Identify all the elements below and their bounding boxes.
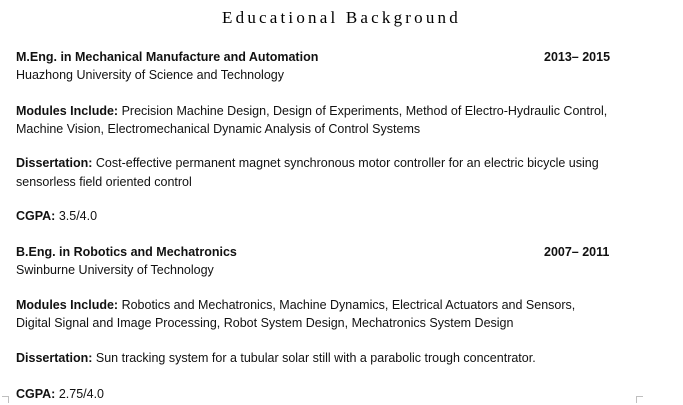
modules-text: Robotics and Mechatronics, Machine Dynamics, Electrical Actuators and Sensors,	[118, 298, 576, 312]
cgpa-value: 3.5/4.0	[55, 209, 98, 223]
dissertation-text: Cost-effective permanent magnet synchronous motor controller for an electric bicycle using	[92, 156, 599, 170]
degree-years: 2013– 2015	[544, 50, 611, 64]
modules-label: Modules Include:	[16, 298, 119, 312]
page-corner-mark	[636, 396, 643, 403]
cgpa-line	[16, 385, 104, 404]
dissertation-label: Dissertation:	[16, 156, 93, 170]
section-title: Educational Background	[222, 8, 461, 27]
page-corner-mark	[2, 396, 9, 403]
modules-text-continued: Machine Vision, Electromechanical Dynamic Analysis of Control Systems	[16, 122, 421, 136]
modules-label: Modules Include:	[16, 104, 119, 118]
dissertation-line	[16, 349, 536, 368]
degree-title: B.Eng. in Robotics and Mechatronics	[16, 245, 237, 259]
modules-line	[16, 102, 607, 121]
degree-title: M.Eng. in Mechanical Manufacture and Automation	[16, 50, 319, 64]
dissertation-line	[16, 154, 599, 173]
dissertation-text-continued: sensorless field oriented control	[16, 175, 192, 189]
cgpa-line	[16, 207, 97, 226]
modules-text-continued: Digital Signal and Image Processing, Robot System Design, Mechatronics System Design	[16, 316, 514, 330]
modules-line	[16, 296, 575, 315]
modules-text: Precision Machine Design, Design of Experiments, Method of Electro-Hydraulic Control,	[118, 104, 608, 118]
institution-name: Swinburne University of Technology	[16, 263, 214, 277]
institution-name: Huazhong University of Science and Technology	[16, 68, 284, 82]
degree-years: 2007– 2011	[544, 245, 610, 259]
cgpa-value: 2.75/4.0	[55, 387, 105, 401]
dissertation-text: Sun tracking system for a tubular solar still with a parabolic trough concentrator.	[92, 351, 536, 365]
cgpa-label: CGPA:	[16, 209, 56, 223]
cgpa-label: CGPA:	[16, 387, 56, 401]
dissertation-label: Dissertation:	[16, 351, 93, 365]
